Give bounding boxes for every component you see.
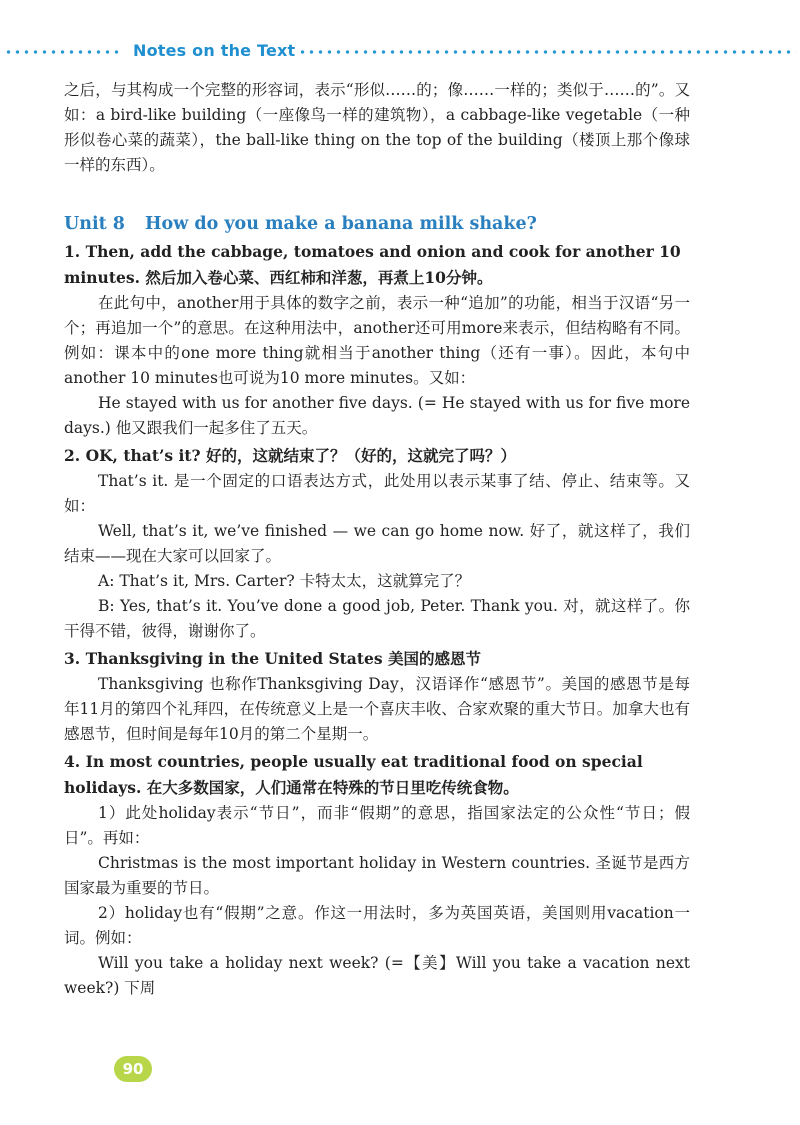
unit-label: Unit 8 bbox=[64, 214, 125, 234]
page-number: 90 bbox=[122, 1060, 144, 1078]
note-2-paragraph-3: A: That’s it, Mrs. Carter? 卡特太太，这就算完了？ bbox=[98, 572, 471, 590]
note-2-heading: 2. OK, that’s it? 好的，这就结束了？（好的，这就完了吗？） bbox=[64, 446, 517, 465]
note-4-heading: 4. In most countries, people usually eat traditional food on special holidays. 在大多数国家，人们通常在特殊的节日里吃传统食物。 bbox=[64, 752, 643, 797]
note-1-paragraph-2: He stayed with us for another five days. (= He stayed with us for five more days.) 他又跟我们一起多住了五天。 bbox=[64, 394, 690, 437]
header-dots-right bbox=[298, 48, 796, 56]
note-2-paragraph-4: B: Yes, that’s it. You’ve done a good job, Peter. Thank you. 对，就这样了。你干得不错，彼得，谢谢你了。 bbox=[64, 597, 690, 640]
header-title: Notes on the Text bbox=[133, 41, 296, 60]
section-header bbox=[0, 41, 800, 66]
note-2-paragraph-1: That’s it. 是一个固定的口语表达方式，此处用以表示某事了结、停止、结束等。又如： bbox=[64, 472, 690, 515]
note-3-paragraph-1: Thanksgiving 也称作Thanksgiving Day，汉语译作“感恩节”。美国的感恩节是每年11月的第四个礼拜四，在传统意义上是一个喜庆丰收、合家欢聚的重大节日。加拿大也有感恩节，但时间是每年10月的第二个星期一。 bbox=[64, 675, 690, 743]
header-dots-left bbox=[4, 48, 122, 56]
note-2-paragraph-2: Well, that’s it, we’ve finished — we can go home now. 好了，就这样了，我们结束——现在大家可以回家了。 bbox=[64, 522, 690, 565]
page-content bbox=[64, 78, 690, 1001]
page-number-badge bbox=[114, 1056, 152, 1082]
note-4-paragraph-2: Christmas is the most important holiday in Western countries. 圣诞节是西方国家最为重要的节日。 bbox=[64, 854, 690, 897]
note-4-paragraph-3: 2）holiday也有“假期”之意。作这一用法时，多为英国英语，美国则用vacation一词。例如： bbox=[64, 904, 690, 947]
note-3-heading: 3. Thanksgiving in the United States 美国的感恩节 bbox=[64, 649, 481, 668]
intro-paragraph: 之后，与其构成一个完整的形容词，表示“形似……的；像……一样的；类似于……的”。又如：a bird-like building（一座像鸟一样的建筑物），a cabbage-like vegetable（一种形似卷心菜的蔬菜），the ball-like thing on the top of the building（楼顶上那个像球一样的东西）。 bbox=[64, 81, 690, 174]
unit-heading bbox=[64, 212, 690, 237]
note-4-paragraph-1: 1）此处holiday表示“节日”，而非“假期”的意思，指国家法定的公众性“节日；假日”。再如： bbox=[64, 804, 690, 847]
note-1-paragraph-1: 在此句中，another用于具体的数字之前，表示一种“追加”的功能，相当于汉语“另一个；再追加一个”的意思。在这种用法中，another还可用more来表示，但结构略有不同。例如：课本中的one more thing就相当于another thing（还有一事）。因此，本句中another 10 minutes也可说为10 more minutes。又如： bbox=[64, 294, 690, 387]
note-4-paragraph-4: Will you take a holiday next week? (=【美】Will you take a vacation next week?) 下周 bbox=[64, 954, 690, 997]
unit-title: How do you make a banana milk shake? bbox=[145, 214, 537, 234]
note-1-heading: 1. Then, add the cabbage, tomatoes and onion and cook for another 10 minutes. 然后加入卷心菜、西红柿和洋葱，再煮上10分钟。 bbox=[64, 242, 681, 287]
